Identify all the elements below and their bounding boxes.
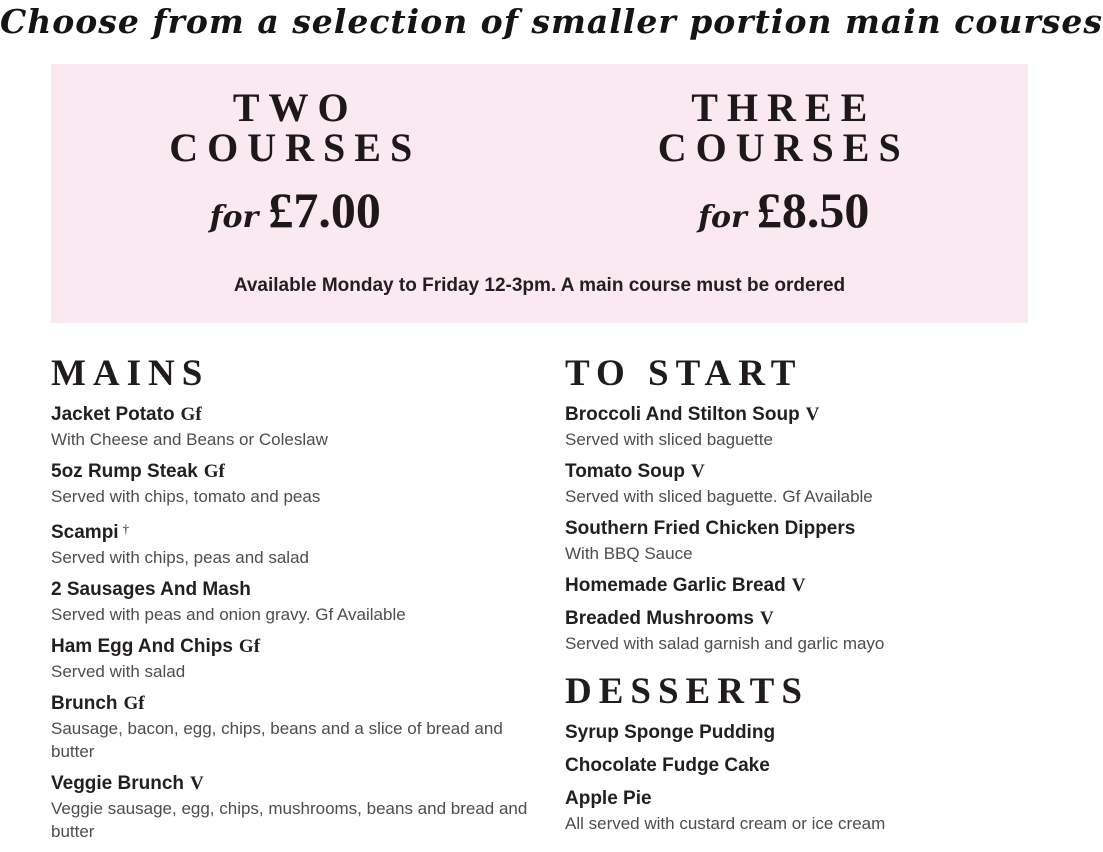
- menu-column-right: [565, 353, 1030, 852]
- menu-item-name: [565, 517, 1030, 541]
- dietary-marker: Gf: [203, 461, 225, 482]
- offer-price-value: £7.00: [268, 182, 381, 238]
- offer-banner: [51, 64, 1028, 323]
- dietary-marker: Gf: [180, 404, 202, 425]
- menu-item-name-text: Tomato Soup: [565, 461, 685, 482]
- menu-item-description: Served with chips, peas and salad: [51, 548, 309, 567]
- offer-two-courses: [51, 85, 540, 251]
- dietary-marker: V: [791, 575, 806, 596]
- section-title: DESSERTS: [565, 671, 809, 712]
- menu-item-description: With BBQ Sauce: [565, 544, 693, 563]
- offer-for-word: for: [209, 200, 259, 235]
- offer-title-line: COURSES: [169, 125, 422, 170]
- offer-banner-row: [51, 85, 1028, 251]
- offer-title-line: COURSES: [657, 125, 910, 170]
- dietary-marker: V: [759, 608, 774, 629]
- menu-tagline: Choose from a selection of smaller portion main courses: [0, 2, 1103, 41]
- menu-item-name: [565, 787, 1030, 811]
- menu-item-description: Veggie sausage, egg, chips, mushrooms, beans and bread and butter: [51, 799, 528, 841]
- section-items: [51, 403, 541, 843]
- menu-item: [565, 574, 1030, 598]
- menu-item: [565, 787, 1030, 835]
- dietary-marker: †: [122, 521, 130, 536]
- menu-item-name-text: Ham Egg And Chips: [51, 636, 233, 657]
- menu-item: [565, 607, 1030, 655]
- menu-item-description: With Cheese and Beans or Coleslaw: [51, 430, 328, 449]
- offer-price: [540, 182, 1029, 251]
- menu-item-description: Served with sliced baguette. Gf Available: [565, 487, 873, 506]
- menu-item-name: [565, 721, 1030, 745]
- section-title: TO START: [565, 353, 803, 394]
- menu-item-description: Served with salad garnish and garlic mayo: [565, 634, 885, 653]
- menu-item-name-text: 5oz Rump Steak: [51, 461, 198, 482]
- offer-for-word: for: [698, 200, 747, 235]
- menu-item: [51, 772, 541, 843]
- menu-item: [51, 692, 541, 763]
- menu-item-name: [565, 574, 1030, 598]
- menu-item-name: [51, 517, 541, 545]
- offer-three-courses: [540, 85, 1029, 251]
- section-title: MAINS: [51, 353, 210, 394]
- dietary-marker: Gf: [123, 693, 145, 714]
- menu-item-name: [51, 460, 541, 484]
- menu-item-name: [565, 607, 1030, 631]
- section-items: [565, 403, 1030, 655]
- offer-price-value: £8.50: [756, 182, 870, 238]
- menu-item-name: [565, 403, 1030, 427]
- menu-item-description: Sausage, bacon, egg, chips, beans and a slice of bread and butter: [51, 719, 503, 761]
- menu-section: [565, 671, 1030, 835]
- menu-item: [565, 460, 1030, 508]
- menu-item-name-text: Syrup Sponge Pudding: [565, 722, 776, 743]
- menu-item-name-text: Brunch: [51, 693, 118, 714]
- menu-item: [51, 403, 541, 451]
- menu-item-name: [51, 772, 541, 796]
- menu-item-name-text: Breaded Mushrooms: [565, 608, 754, 629]
- menu-section: [565, 353, 1030, 655]
- offer-price: [51, 182, 540, 251]
- menu-item-description: Served with sliced baguette: [565, 430, 773, 449]
- menu-item-name-text: Apple Pie: [565, 788, 652, 809]
- menu-item-name-text: Scampi: [51, 522, 119, 543]
- menu-item-description: Served with chips, tomato and peas: [51, 487, 321, 506]
- menu-item-name-text: Broccoli And Stilton Soup: [565, 404, 800, 425]
- menu-item-name: [565, 460, 1030, 484]
- menu-item: [565, 721, 1030, 745]
- menu-item: [51, 517, 541, 569]
- section-items: [565, 721, 1030, 835]
- dietary-marker: V: [190, 773, 204, 794]
- dietary-marker: V: [690, 461, 705, 482]
- menu-item-name-text: Homemade Garlic Bread: [565, 575, 786, 596]
- menu-item-description: Served with salad: [51, 662, 186, 681]
- availability-note: Available Monday to Friday 12-3pm. A main course must be ordered: [233, 275, 846, 296]
- menu-item-name-text: Veggie Brunch: [51, 773, 185, 794]
- menu-item-name-text: Chocolate Fudge Cake: [565, 755, 770, 776]
- menu-item-name: [51, 692, 541, 716]
- offer-title-line: TWO: [232, 85, 358, 130]
- menu-item: [565, 754, 1030, 778]
- menu-section: [51, 353, 541, 843]
- menu-item: [565, 517, 1030, 565]
- menu-item: [51, 578, 541, 626]
- menu-item: [51, 635, 541, 683]
- menu-item-description: Served with peas and onion gravy. Gf Available: [51, 605, 406, 624]
- menu-body: [51, 353, 1030, 852]
- menu-item-name: [565, 754, 1030, 778]
- menu-item-name: [51, 403, 541, 427]
- dietary-marker: Gf: [238, 636, 261, 657]
- menu-item-name-text: 2 Sausages And Mash: [51, 579, 251, 600]
- menu-item: [51, 460, 541, 508]
- menu-item: [565, 403, 1030, 451]
- menu-column-left: [51, 353, 565, 852]
- menu-item-name-text: Jacket Potato: [51, 404, 175, 425]
- offer-title-line: THREE: [691, 85, 877, 130]
- menu-item-name: [51, 635, 541, 659]
- menu-item-name-text: Southern Fried Chicken Dippers: [565, 518, 856, 539]
- menu-item-name: [51, 578, 541, 602]
- menu-item-description: All served with custard cream or ice cream: [565, 814, 886, 833]
- dietary-marker: V: [805, 404, 820, 425]
